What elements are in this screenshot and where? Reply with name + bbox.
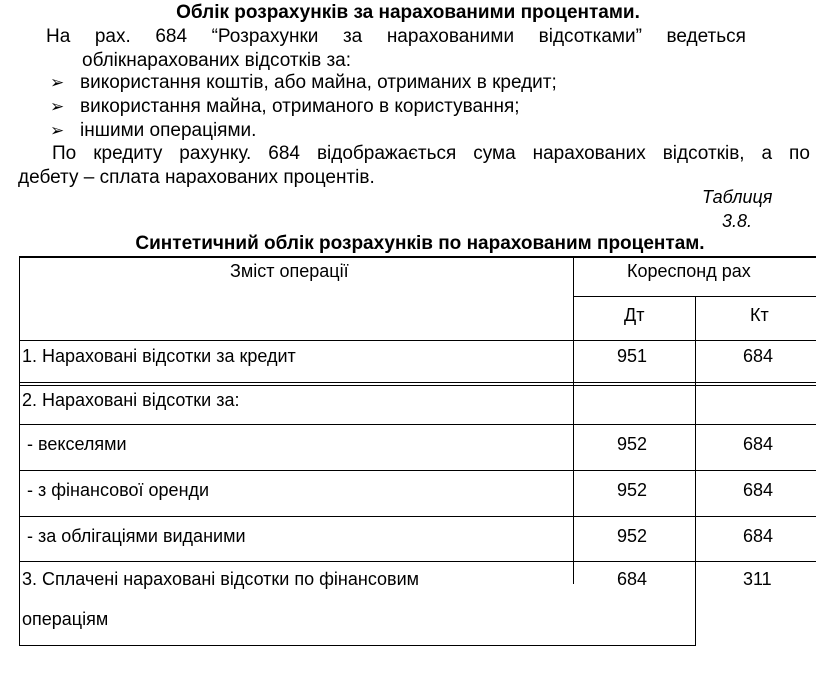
table-border <box>19 382 816 383</box>
table-border <box>19 385 816 386</box>
row-debit: 951 <box>617 346 648 366</box>
word: по <box>789 143 810 164</box>
word: По <box>52 143 77 164</box>
row-label: 3. Сплачені нараховані відсотки по фінансовим <box>22 569 420 589</box>
table-border <box>19 340 816 341</box>
word: нарахованими <box>386 26 515 47</box>
row-label: 2. Нараховані відсотки за: <box>22 390 240 410</box>
word: сума <box>473 143 516 164</box>
header-correspondence: Кореспонд рах <box>627 261 751 281</box>
bullet-text: іншими операціями. <box>80 120 257 141</box>
row-label: - векселями <box>27 434 127 454</box>
row-debit: 952 <box>617 526 648 546</box>
header-credit: Кт <box>750 305 769 325</box>
word: На <box>46 26 71 47</box>
row-debit: 952 <box>617 480 648 500</box>
paragraph-2-line-2: дебету – сплата нарахованих процентів. <box>18 167 375 188</box>
row-label-continued: операціям <box>22 609 109 629</box>
bullet-text: використання коштів, або майна, отриманих в кредит; <box>80 72 557 93</box>
table-border <box>19 424 816 425</box>
paragraph-1-line-2: облікнарахованих відсотків за: <box>82 50 352 71</box>
word: 684 <box>155 26 188 47</box>
table-border <box>19 645 695 646</box>
row-debit: 684 <box>617 569 648 589</box>
word: відсотками” <box>538 26 642 47</box>
table-border <box>19 470 816 471</box>
row-label: 1. Нараховані відсотки за кредит <box>22 346 296 366</box>
word: рахунку. <box>179 143 252 164</box>
table-caption-label: Таблиця <box>702 187 773 207</box>
table-title: Синтетичний облік розрахунків по нарахованим процентам. <box>135 233 705 254</box>
word: а <box>761 143 773 164</box>
word: за <box>342 26 363 47</box>
word: відсотків, <box>662 143 745 164</box>
row-credit: 684 <box>743 526 774 546</box>
row-label: - за облігаціями виданими <box>27 526 246 546</box>
row-credit: 684 <box>743 480 774 500</box>
row-debit: 952 <box>617 434 648 454</box>
row-label: - з фінансової оренди <box>27 480 210 500</box>
table-border <box>19 516 816 517</box>
document-title: Облік розрахунків за нарахованими процентами. <box>176 2 640 23</box>
row-credit: 684 <box>743 434 774 454</box>
header-debit: Дт <box>624 305 645 325</box>
word: відображається <box>316 143 457 164</box>
word: нарахованих <box>532 143 646 164</box>
arrow-bullet-icon: ➢ <box>50 73 65 92</box>
table-border <box>19 256 20 646</box>
arrow-bullet-icon: ➢ <box>50 121 65 140</box>
table-border <box>573 256 574 584</box>
table-border <box>695 296 696 646</box>
table-caption-number: 3.8. <box>722 211 753 231</box>
word: 684 <box>268 143 300 164</box>
row-credit: 311 <box>743 569 772 589</box>
word: ведеться <box>666 26 746 47</box>
table-border <box>19 256 816 258</box>
table-border <box>19 561 816 562</box>
header-content-of-operation: Зміст операції <box>230 261 349 281</box>
word: “Розрахунки <box>211 26 319 47</box>
arrow-bullet-icon: ➢ <box>50 97 65 116</box>
row-credit: 684 <box>743 346 774 366</box>
bullet-text: використання майна, отриманого в користування; <box>80 96 520 117</box>
word: кредиту <box>93 143 163 164</box>
word: рах. <box>94 26 131 47</box>
